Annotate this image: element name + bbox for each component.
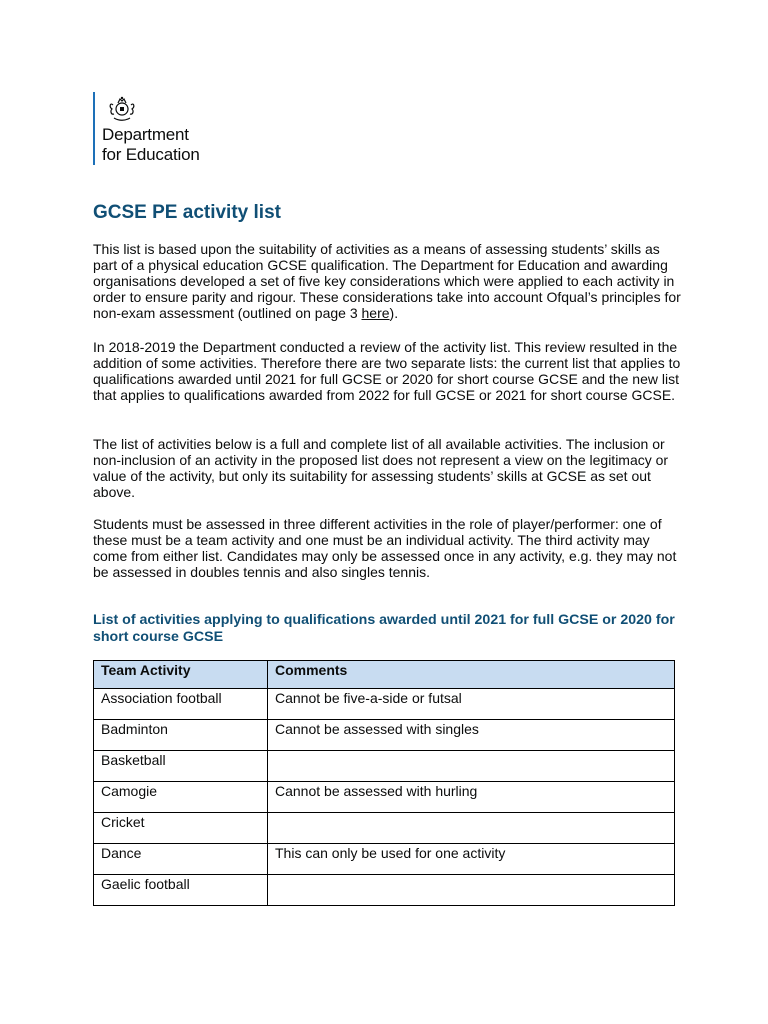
comment-cell: Cannot be five-a-side or futsal [268, 689, 675, 720]
here-link[interactable]: here [361, 305, 390, 321]
table-row [94, 689, 675, 720]
table-row [94, 751, 675, 782]
page-title: GCSE PE activity list [93, 202, 281, 223]
royal-crest-icon [101, 94, 143, 122]
table-header-row [94, 661, 675, 689]
table-row [94, 782, 675, 813]
comment-cell: Cannot be assessed with singles [268, 720, 675, 751]
activity-cell: Badminton [94, 720, 268, 751]
table-row [94, 875, 675, 906]
activity-cell: Gaelic football [94, 875, 268, 906]
department-name-line-2: for Education [102, 145, 200, 164]
paragraph-intro-end: ). [389, 305, 399, 321]
department-name [102, 125, 200, 165]
comment-cell [268, 751, 675, 782]
table-row [94, 720, 675, 751]
team-activity-table [93, 660, 675, 906]
paragraph-assessment-rules: Students must be assessed in three different activities in the role of player/performer: one of these must be a team activity and one must be an individual activity. The third activity may come from either list. Candidates may only be assessed once in any activity, e.g. they may not be assessed in doubles tennis and also singles tennis. [93, 516, 677, 580]
paragraph-intro [93, 241, 683, 321]
comment-cell: Cannot be assessed with hurling [268, 782, 675, 813]
activity-cell: Dance [94, 844, 268, 875]
paragraph-review: In 2018-2019 the Department conducted a review of the activity list. This review resulted in the addition of some activities. Therefore there are two separate lists: the current list that applies to qualifications awarded until 2021 for full GCSE or 2020 for short course GCSE and the new list that applies to qualifications awarded from 2022 for full GCSE or 2021 for short course GCSE. [93, 339, 681, 403]
logo-accent-bar [93, 92, 95, 165]
activity-cell: Association football [94, 689, 268, 720]
department-logo [93, 92, 233, 168]
section-heading: List of activities applying to qualifications awarded until 2021 for full GCSE or 2020 for short course GCSE [93, 612, 675, 645]
activity-cell: Camogie [94, 782, 268, 813]
column-header-team-activity: Team Activity [94, 661, 268, 689]
department-name-line-1: Department [102, 125, 189, 144]
table-row [94, 844, 675, 875]
paragraph-intro-text: This list is based upon the suitability of activities as a means of assessing students’ skills as part of a physical education GCSE qualification. The Department for Education and awarding organisations developed a set of five key considerations which were applied to each activity in order to ensure parity and rigour. These considerations take into account Ofqual’s principles for non-exam assessment (outlined on page 3 [93, 241, 681, 321]
column-header-comments: Comments [268, 661, 675, 689]
activity-cell: Basketball [94, 751, 268, 782]
paragraph-full-list: The list of activities below is a full and complete list of all available activities. The inclusion or non-inclusion of an activity in the proposed list does not represent a view on the legitimacy or value of the activity, but only its suitability for assessing students’ skills at GCSE as set out above. [93, 436, 669, 500]
comment-cell [268, 875, 675, 906]
activity-cell: Cricket [94, 813, 268, 844]
table-row [94, 813, 675, 844]
comment-cell [268, 813, 675, 844]
comment-cell: This can only be used for one activity [268, 844, 675, 875]
